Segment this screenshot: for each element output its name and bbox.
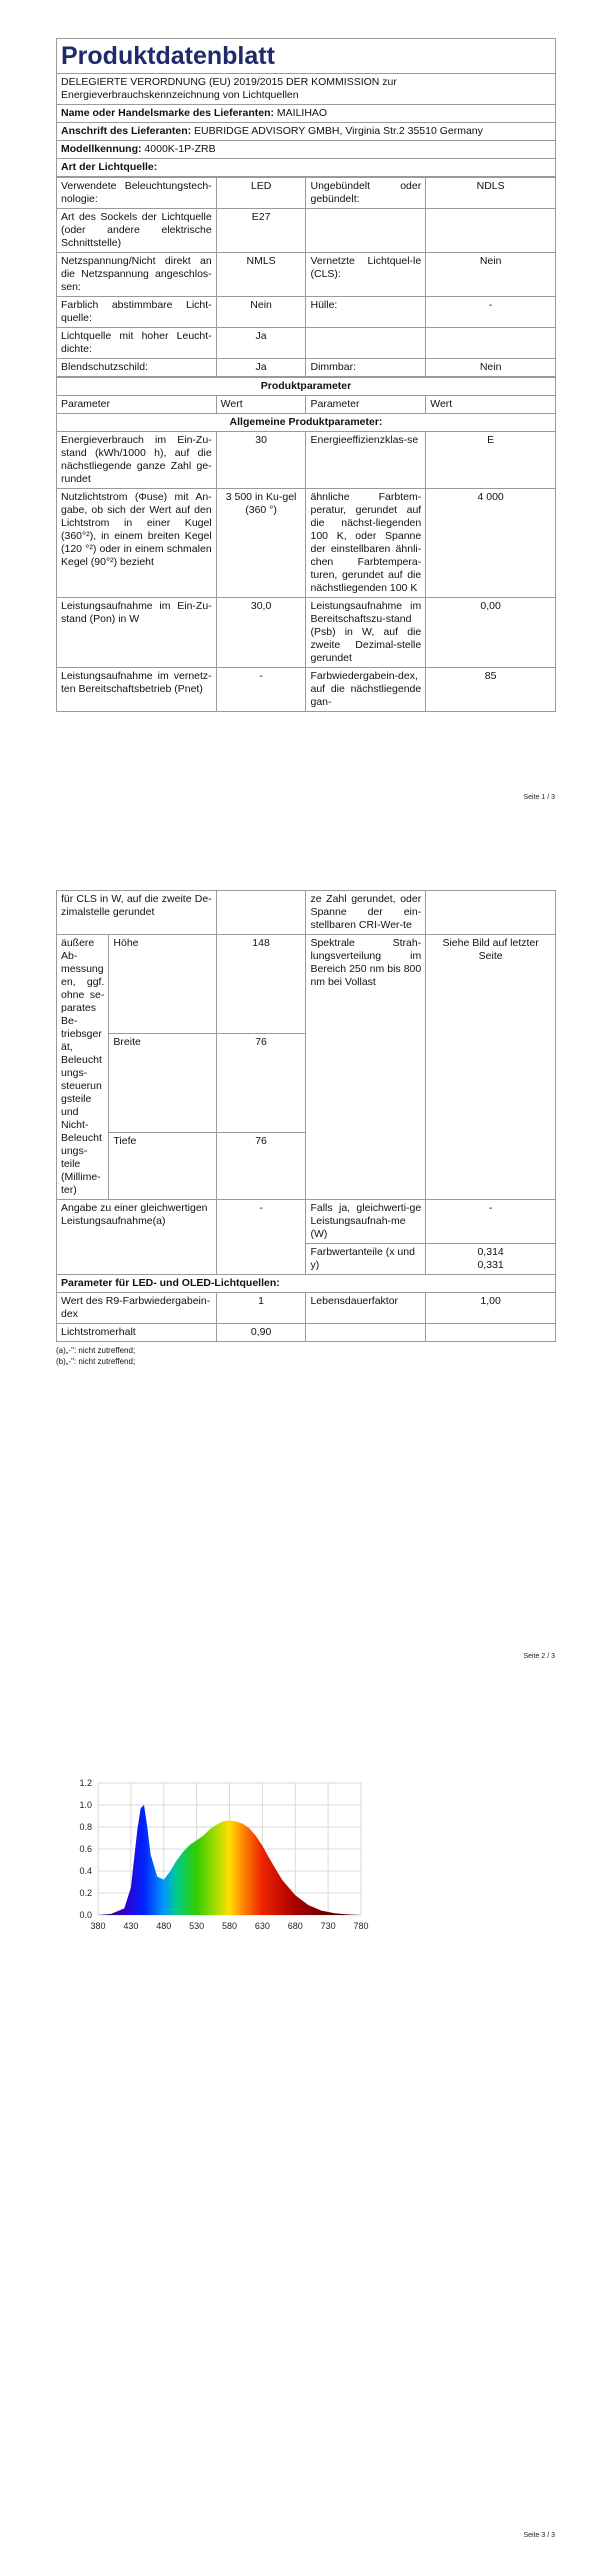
model-value: 4000K-1P-ZRB [144,143,216,155]
general-right-value: 4 000 [426,489,556,598]
brand-row [57,105,556,123]
dim-width-label: Breite [109,1034,216,1133]
x-tick-label: 580 [221,1921,238,1931]
doc-subtitle: DELEGIERTE VERORDNUNG (EU) 2019/2015 DER KOMMISSION zur Energieverbrauchskennzeichnung von Lichtquellen [57,74,556,105]
chromaticity-label: Farbwertanteile (x und y) [306,1244,426,1275]
cri-cont: ze Zahl gerundet, oder Spanne der ein-stellbaren CRI-Wer-te [306,891,426,935]
lighttype-row [57,209,556,253]
empty-cell [216,891,306,935]
spectral-label: Spektrale Strah-lungsverteilung im Bereich 250 nm bis 800 nm bei Vollast [306,935,426,1200]
lifetime-label: Lebensdauerfaktor [306,1293,426,1324]
general-left-label: Energieverbrauch im Ein-Zu-stand (kWh/1000 h), auf die nächstliegende ganze Zahl ge-rundet [57,432,217,489]
equiv-power-right-label: Falls ja, gleichwerti-ge Leistungsaufnah-me (W) [306,1200,426,1244]
empty-cell [426,891,556,935]
page-2 [0,880,603,1685]
lighttype-right-label [306,328,426,359]
page-footer-3: Seite 3 / 3 [523,2532,555,2539]
doc-title: Produktdatenblatt [57,39,556,74]
dim-height-label: Höhe [109,935,216,1034]
lighttype-left-label: Verwendete Beleuchtungstech-nologie: [57,178,217,209]
x-tick-label: 430 [123,1921,139,1931]
lighttype-row [57,297,556,328]
lighttype-left-label: Farblich abstimmbare Licht-quelle: [57,297,217,328]
dimensions-label: äußere Ab-messungen, ggf. ohne se-parates Be-triebsgerät, Beleuchtungs-steuerungsteile und Nicht-Beleuchtungs-teile (Millime-ter) [57,935,109,1200]
empty-cell [426,1324,556,1342]
lighttype-left-value: NMLS [216,253,306,297]
model-row [57,141,556,159]
r9-value: 1 [216,1293,306,1324]
address-value: EUBRIDGE ADVISORY GMBH, Virginia Str.2 35510 Germany [194,125,483,137]
lighttype-table [56,177,556,377]
x-tick-label: 380 [90,1921,106,1931]
general-right-label: Farbwiedergabein-dex, auf die nächstliegende gan- [306,668,426,712]
flux-maintenance-value: 0,90 [216,1324,306,1342]
lighttype-row [57,359,556,377]
general-left-value: 3 500 in Ku-gel (360 °) [216,489,306,598]
lighttype-left-value: Ja [216,359,306,377]
address-row [57,123,556,141]
page-3 [0,1735,603,2560]
equiv-power-value: - [216,1200,306,1275]
lighttype-row [57,178,556,209]
dim-height-value: 148 [216,935,306,1034]
dim-depth-value: 76 [216,1133,306,1200]
lighttype-right-label: Dimmbar: [306,359,426,377]
chromaticity-values [426,1244,556,1275]
spectrum-chart [56,1775,376,1945]
general-left-label: Nutzlichtstrom (Φuse) mit An-gabe, ob sich der Wert auf den Lichtstrom in einer Kugel (360°²), in einem breiten Kegel (120 °²) oder in einem schmalen Kegel (90°²) bezieht [57,489,217,598]
x-tick-label: 630 [254,1921,270,1931]
footnote-a: (a)„-": nicht zutreffend; [56,1346,136,1355]
general-right-value: 0,00 [426,598,556,668]
page-1 [0,0,603,820]
x-tick-label: 680 [287,1921,303,1931]
lighttype-right-value [426,209,556,253]
lighttype-right-label: Hülle: [306,297,426,328]
col-param-2: Parameter [306,396,426,414]
equiv-power-right-value: - [426,1200,556,1244]
general-right-value: E [426,432,556,489]
params-table [56,377,556,712]
col-value-1: Wert [216,396,306,414]
col-value-2: Wert [426,396,556,414]
datasheet-page-1 [56,38,556,712]
general-row [57,598,556,668]
lighttype-left-value: E27 [216,209,306,253]
lighttype-left-label: Lichtquelle mit hoher Leucht-dichte: [57,328,217,359]
continued-table [56,890,556,1342]
general-left-value: 30,0 [216,598,306,668]
general-row [57,432,556,489]
dim-width-value: 76 [216,1034,306,1133]
y-tick-label: 1.2 [79,1778,92,1788]
model-label: Modellkennung: [61,143,142,155]
brand-value: MAILIHAO [276,107,328,119]
general-params-title: Allgemeine Produktparameter: [57,414,556,432]
y-tick-label: 0.6 [79,1844,92,1854]
general-left-label: Leistungsaufnahme im Ein-Zu-stand (Pon) in W [57,598,217,668]
empty-cell [306,1324,426,1342]
lighttype-right-value: Nein [426,253,556,297]
x-tick-label: 480 [156,1921,172,1931]
col-param-1: Parameter [57,396,217,414]
spectrum-chart-svg [56,1775,376,1945]
lighttype-left-label: Art des Sockels der Lichtquelle (oder andere elektrische Schnittstelle) [57,209,217,253]
address-label: Anschrift des Lieferanten: [61,125,192,137]
lighttype-right-value: Nein [426,359,556,377]
header-table [56,38,556,177]
general-right-label: ähnliche Farbtem-peratur, gerundet auf die nächst-liegenden 100 K, oder Spanne der einstellbaren ähnli-chen Farbtempera-turen, gerundet auf die nächstliegenden 100 K [306,489,426,598]
lighttype-left-label: Blendschutzschild: [57,359,217,377]
light-type-header: Art der Lichtquelle: [57,159,556,177]
general-right-label: Energieeffizienzklas-se [306,432,426,489]
lighttype-left-value: Ja [216,328,306,359]
flux-maintenance-label: Lichtstromerhalt [57,1324,217,1342]
general-left-label: Leistungsaufnahme im vernetz-ten Bereitschaftsbetrieb (Pnet) [57,668,217,712]
y-tick-label: 0.4 [79,1866,92,1876]
y-tick-label: 0.0 [79,1910,92,1920]
y-tick-label: 0.8 [79,1822,92,1832]
y-tick-label: 0.2 [79,1888,92,1898]
general-left-value: - [216,668,306,712]
general-row [57,489,556,598]
lighttype-right-label [306,209,426,253]
lighttype-right-label: Ungebündelt oder gebündelt: [306,178,426,209]
lighttype-left-value: Nein [216,297,306,328]
general-left-value: 30 [216,432,306,489]
x-tick-label: 530 [189,1921,205,1931]
spectral-value: Siehe Bild auf letzter Seite [426,935,556,1200]
brand-label: Name oder Handelsmarke des Lieferanten: [61,107,274,119]
lighttype-left-label: Netzspannung/Nicht direkt an die Netzspannung angeschlos-sen: [57,253,217,297]
lighttype-row [57,253,556,297]
lighttype-right-value: NDLS [426,178,556,209]
lighttype-row [57,328,556,359]
led-params-title: Parameter für LED- und OLED-Lichtquellen: [57,1275,556,1293]
general-right-label: Leistungsaufnahme im Bereitschaftszu-stand (Psb) in W, auf die zweite Dezimal-stelle gerundet [306,598,426,668]
datasheet-page-2 [56,890,556,1367]
chroma-y: 0,331 [477,1259,504,1271]
r9-label: Wert des R9-Farbwiedergabein-dex [57,1293,217,1324]
params-section-title: Produktparameter [57,378,556,396]
x-tick-label: 730 [320,1921,336,1931]
general-row [57,668,556,712]
x-tick-label: 780 [353,1921,369,1931]
lifetime-value: 1,00 [426,1293,556,1324]
equiv-power-label: Angabe zu einer gleichwertigen Leistungsaufnahme(a) [57,1200,217,1275]
page-footer-1: Seite 1 / 3 [523,794,555,801]
y-tick-label: 1.0 [79,1800,92,1810]
lighttype-left-value: LED [216,178,306,209]
cls-standby-cont: für CLS in W, auf die zweite De-zimalstelle gerundet [57,891,217,935]
lighttype-right-value [426,328,556,359]
general-right-value: 85 [426,668,556,712]
page-footer-2: Seite 2 / 3 [523,1653,555,1660]
dim-depth-label: Tiefe [109,1133,216,1200]
footnote-b: (b)„-": nicht zutreffend; [56,1357,136,1366]
lighttype-right-label: Vernetzte Lichtquel-le (CLS): [306,253,426,297]
chroma-x: 0,314 [477,1246,504,1258]
lighttype-right-value: - [426,297,556,328]
